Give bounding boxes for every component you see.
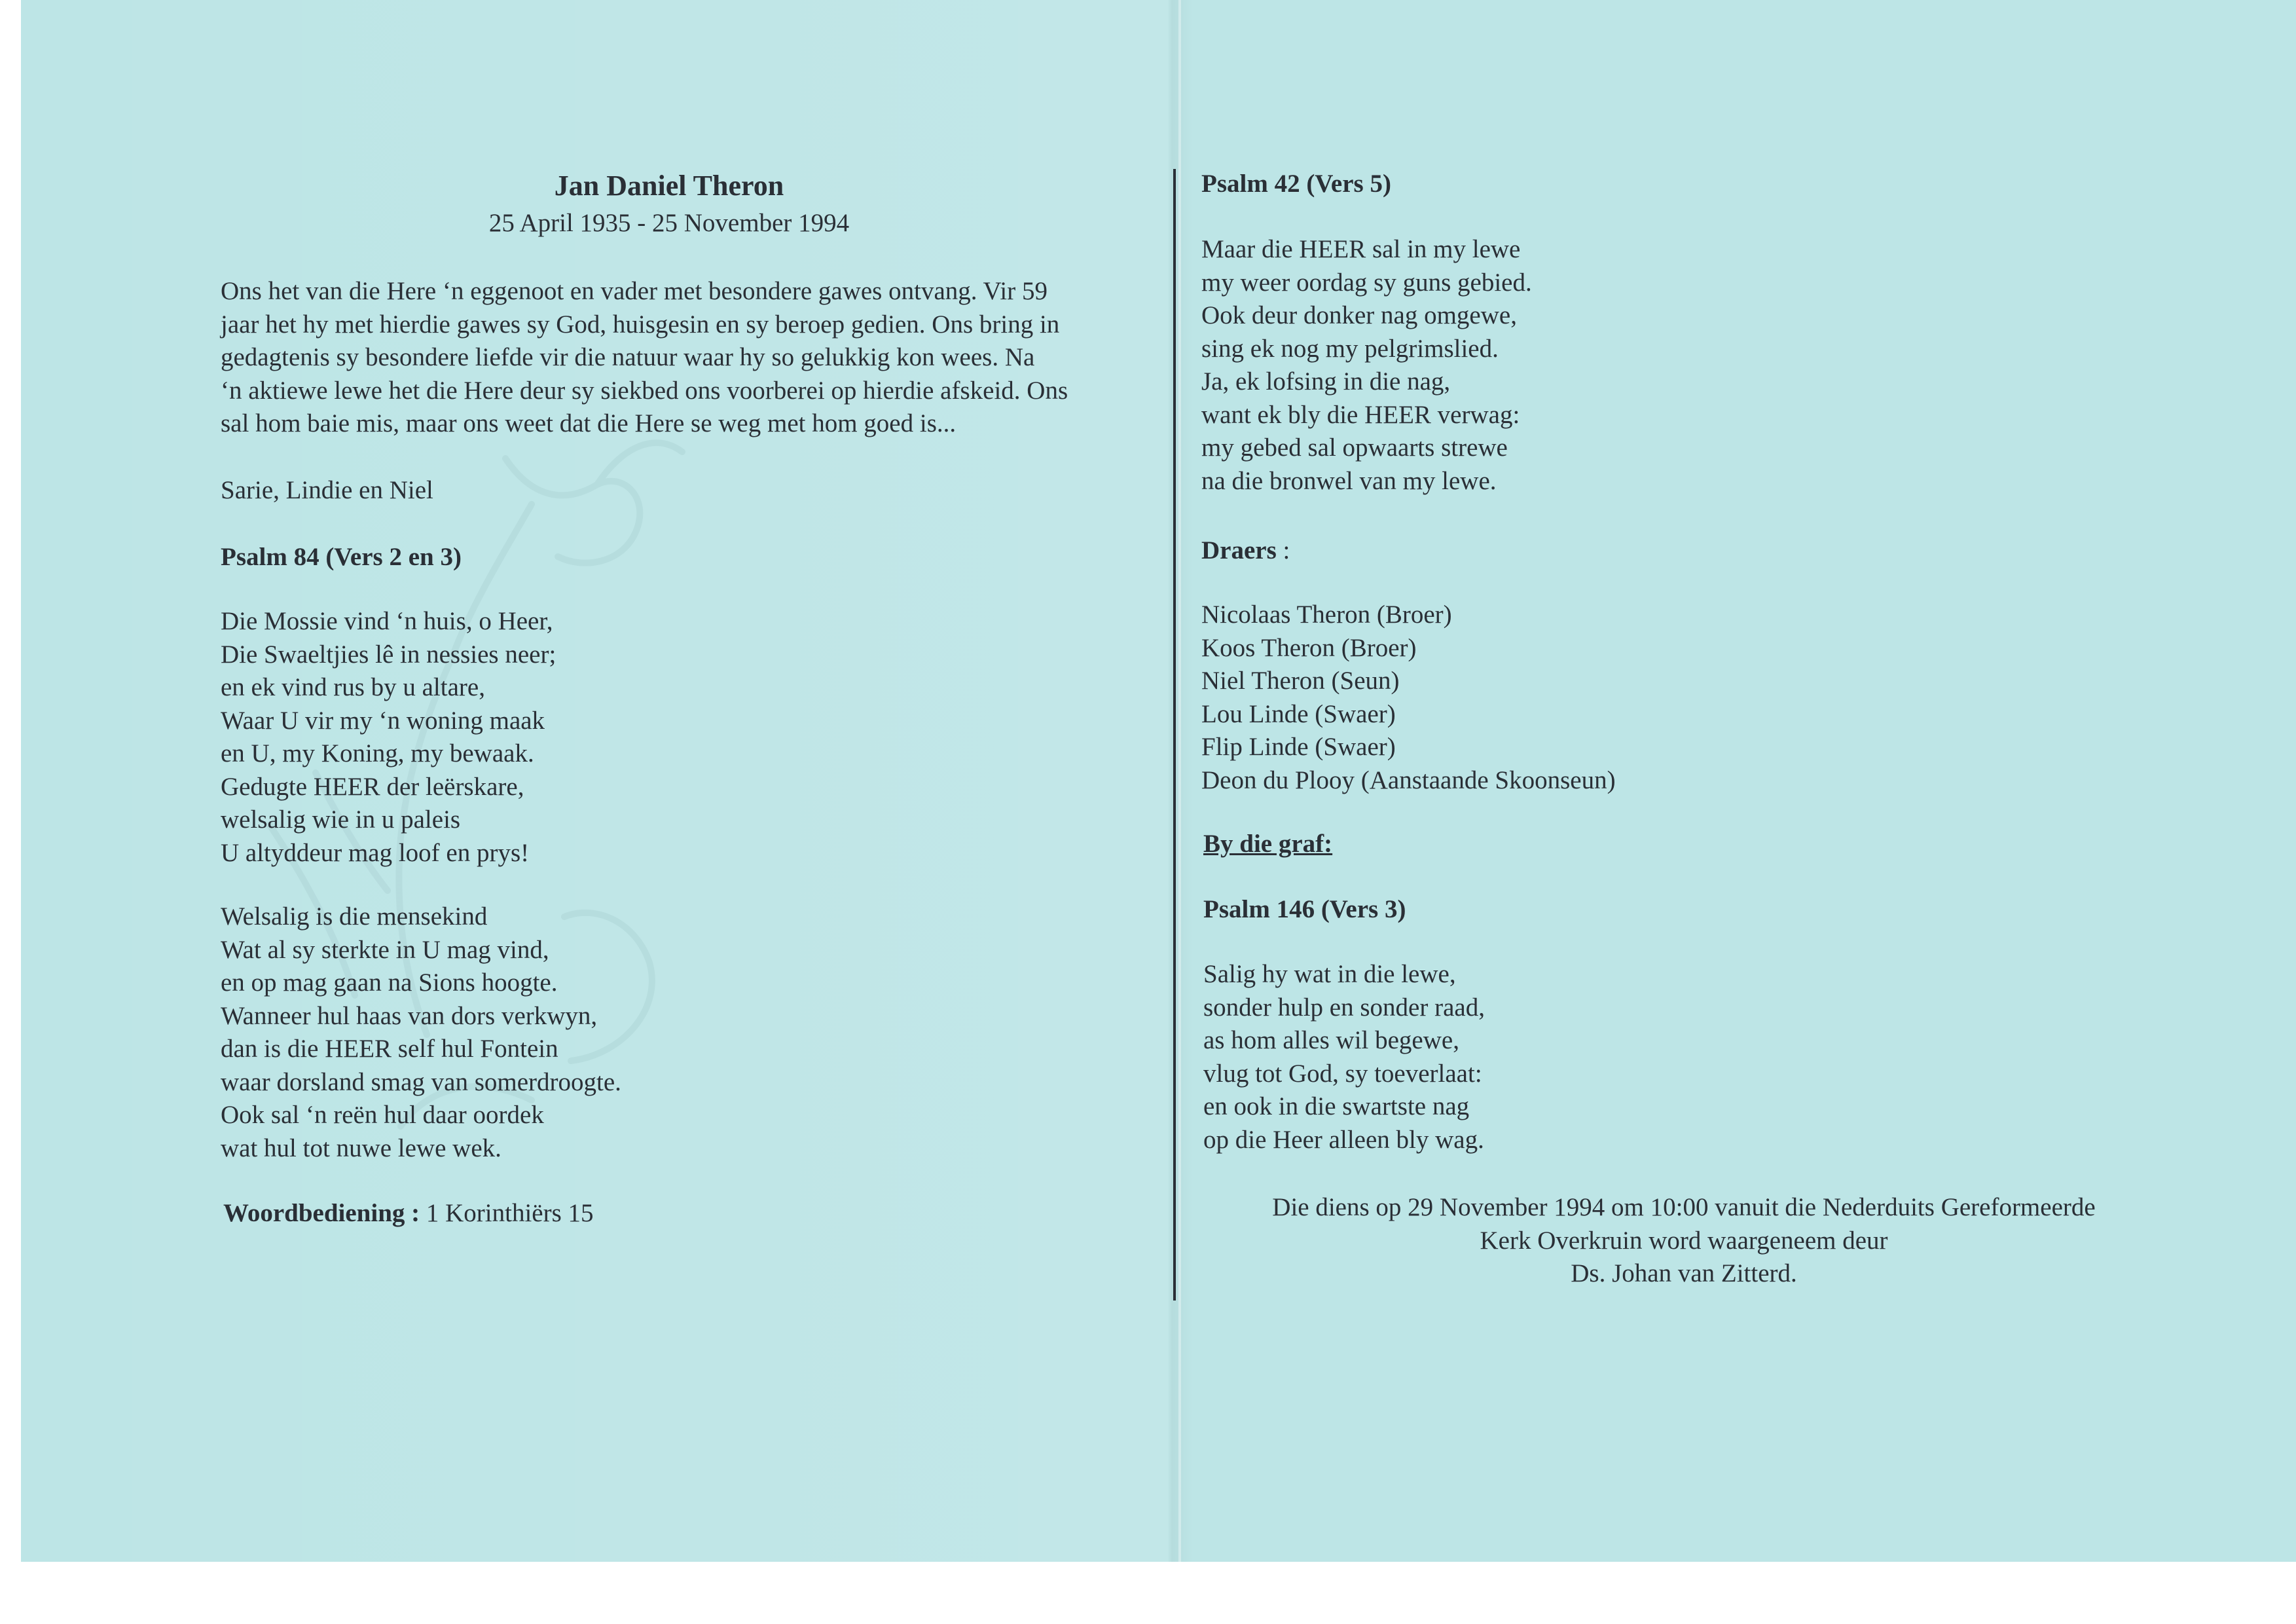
bearer-name: Deon du Plooy (Aanstaande Skoonseun): [1201, 766, 1616, 794]
bearer-name: Flip Linde (Swaer): [1201, 733, 1396, 761]
verse-line: en ek vind rus by u altare,: [221, 673, 485, 701]
psalm-146-verse: [1203, 958, 1485, 1156]
sermon-reference: 1 Korinthiërs 15: [420, 1199, 594, 1227]
verse-line: sonder hulp en sonder raad,: [1203, 993, 1485, 1022]
psalm-84-verse-3: [221, 900, 621, 1165]
verse-line: Ook sal ‘n reën hul daar oordek: [221, 1101, 544, 1129]
column-divider: [1173, 169, 1176, 1301]
bearers-suffix: :: [1276, 536, 1290, 564]
service-line: Die diens op 29 November 1994 om 10:00 vanuit die Nederduits Gereformeerde: [1272, 1193, 2096, 1221]
tribute-line: gedagtenis sy besondere liefde vir die natuur waar hy so gelukkig kon wees. Na: [221, 343, 1035, 371]
tribute-paragraph: [221, 275, 1150, 441]
verse-line: Salig hy wat in die lewe,: [1203, 960, 1456, 988]
memorial-card-sheet: [21, 0, 2296, 1562]
verse-line: Waar U vir my ‘n woning maak: [221, 706, 545, 735]
verse-line: Ook deur donker nag omgewe,: [1201, 301, 1517, 329]
verse-line: my weer oordag sy guns gebied.: [1201, 268, 1532, 297]
verse-line: Wat al sy sterkte in U mag vind,: [221, 935, 549, 964]
verse-line: en U, my Koning, my bewaak.: [221, 739, 534, 767]
bearer-name: Nicolaas Theron (Broer): [1201, 600, 1452, 629]
bearer-name: Niel Theron (Seun): [1201, 667, 1400, 695]
sermon-line: [223, 1197, 594, 1230]
service-notice: [1212, 1191, 2155, 1291]
verse-line: Maar die HEER sal in my lewe: [1201, 235, 1521, 263]
verse-line: waar dorsland smag van somerdroogte.: [221, 1067, 621, 1096]
verse-line: Wanneer hul haas van dors verkwyn,: [221, 1001, 598, 1030]
tribute-line: jaar het hy met hierdie gawes sy God, huisgesin en sy beroep gedien. Ons bring in: [221, 310, 1060, 339]
sermon-label: Woordbediening :: [223, 1199, 420, 1227]
verse-line: Die Mossie vind ‘n huis, o Heer,: [221, 607, 553, 635]
bearers-list: [1201, 599, 1616, 797]
bearer-name: Lou Linde (Swaer): [1201, 699, 1396, 728]
service-line: Ds. Johan van Zitterd.: [1571, 1259, 1797, 1287]
psalm-42-heading: Psalm 42 (Vers 5): [1201, 170, 1391, 198]
psalm-84-heading: Psalm 84 (Vers 2 en 3): [221, 543, 462, 571]
verse-line: Die Swaeltjies lê in nessies neer;: [221, 640, 556, 669]
verse-line: sing ek nog my pelgrimslied.: [1201, 334, 1499, 363]
psalm-42-verse: [1201, 233, 1532, 498]
verse-line: dan is die HEER self hul Fontein: [221, 1035, 558, 1063]
verse-line: Gedugte HEER der leërskare,: [221, 772, 524, 801]
verse-line: en ook in die swartste nag: [1203, 1092, 1470, 1120]
verse-line: vlug tot God, sy toeverlaat:: [1203, 1059, 1482, 1088]
graveside-heading: By die graf:: [1203, 830, 1333, 858]
tribute-line: Ons het van die Here ‘n eggenoot en vader met besondere gawes ontvang. Vir 59: [221, 277, 1048, 305]
psalm-84-verse-2: [221, 605, 556, 870]
verse-line: welsalig wie in u paleis: [221, 805, 461, 834]
bearer-name: Koos Theron (Broer): [1201, 633, 1417, 662]
tribute-line: sal hom baie mis, maar ons weet dat die Here se weg met hom goed is...: [221, 409, 957, 437]
service-line: Kerk Overkruin word waargeneem deur: [1480, 1226, 1888, 1255]
page-fold: [1178, 0, 1181, 1562]
bearers-heading: [1201, 534, 1290, 568]
verse-line: wat hul tot nuwe lewe wek.: [221, 1134, 501, 1162]
psalm-146-heading: Psalm 146 (Vers 3): [1203, 895, 1406, 923]
life-dates: 25 April 1935 - 25 November 1994: [488, 209, 850, 237]
verse-line: na die bronwel van my lewe.: [1201, 466, 1497, 495]
verse-line: U altyddeur mag loof en prys!: [221, 838, 530, 867]
verse-line: want ek bly die HEER verwag:: [1201, 400, 1520, 429]
verse-line: my gebed sal opwaarts strewe: [1201, 434, 1508, 462]
verse-line: as hom alles wil begewe,: [1203, 1026, 1459, 1054]
verse-line: Welsalig is die mensekind: [221, 902, 488, 931]
verse-line: Ja, ek lofsing in die nag,: [1201, 367, 1451, 396]
tribute-line: ‘n aktiewe lewe het die Here deur sy siekbed ons voorberei op hierdie afskeid. Ons: [221, 376, 1068, 405]
verse-line: en op mag gaan na Sions hoogte.: [221, 969, 558, 997]
verse-line: op die Heer alleen bly wag.: [1203, 1125, 1484, 1154]
deceased-name: Jan Daniel Theron: [554, 170, 784, 202]
family-signature: Sarie, Lindie en Niel: [221, 476, 433, 504]
bearers-label: Draers: [1201, 536, 1277, 564]
